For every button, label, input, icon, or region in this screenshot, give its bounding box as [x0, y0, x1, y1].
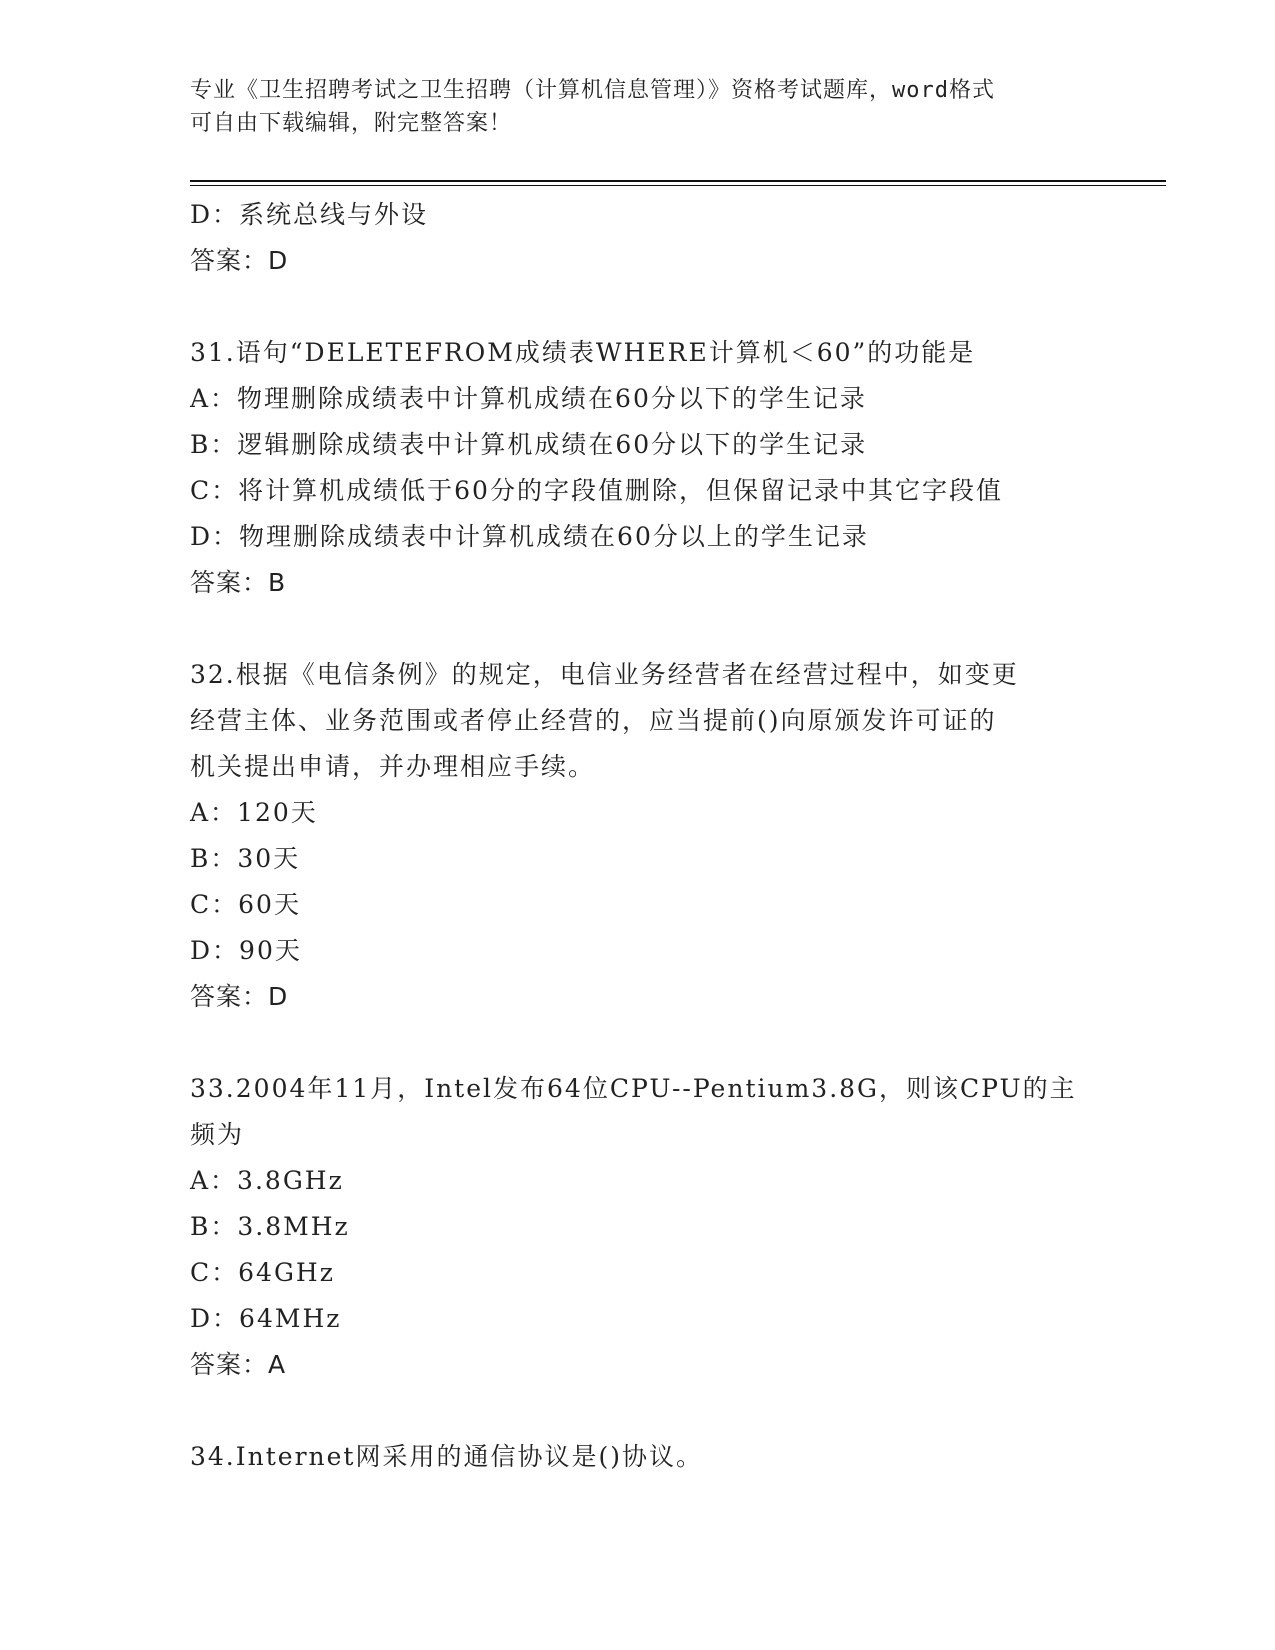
question-stem-line-2: 经营主体、业务范围或者停止经营的，应当提前()向原颁发许可证的 [190, 706, 997, 735]
option-d: D：90天 [190, 936, 302, 965]
option-c: C：60天 [190, 890, 301, 919]
spacer [190, 1388, 1090, 1434]
question-32 [190, 652, 1090, 1020]
answer-line: 答案：D [190, 982, 289, 1011]
option-a: A：3.8GHz [190, 1166, 344, 1195]
question-stem-line-3: 机关提出申请，并办理相应手续。 [190, 752, 596, 781]
header-divider-thin [190, 185, 1166, 186]
question-34 [190, 1434, 1090, 1480]
option-a: A：120天 [190, 798, 318, 827]
header-line-1: 专业《卫生招聘考试之卫生招聘（计算机信息管理）》资格考试题库，word格式 [190, 78, 995, 103]
option-c: C：将计算机成绩低于60分的字段值删除，但保留记录中其它字段值 [190, 476, 1003, 505]
spacer [190, 606, 1090, 652]
question-stem-line-1: 33.2004年11月，Intel发布64位CPU--Pentium3.8G，则该CPU的主 [190, 1074, 1077, 1103]
spacer [190, 1020, 1090, 1066]
answer-line: 答案：A [190, 1350, 287, 1379]
option-d: D：64MHz [190, 1304, 342, 1333]
question-stem-line-2: 频为 [190, 1120, 245, 1149]
header-line-2: 可自由下载编辑，附完整答案！ [190, 111, 513, 136]
option-a: A：物理删除成绩表中计算机成绩在60分以下的学生记录 [190, 384, 867, 413]
option-b: B：逻辑删除成绩表中计算机成绩在60分以下的学生记录 [190, 430, 868, 459]
option-c: C：64GHz [190, 1258, 335, 1287]
question-stem-line-1: 32.根据《电信条例》的规定，电信业务经营者在经营过程中，如变更 [190, 660, 1019, 689]
question-list [190, 192, 1090, 1480]
option-b: B：30天 [190, 844, 301, 873]
question-stem: 31.语句“DELETEFROM成绩表WHERE计算机＜60”的功能是 [190, 338, 976, 367]
document-header [190, 74, 1090, 140]
header-divider-thick [190, 180, 1166, 182]
answer-line: 答案：B [190, 568, 287, 597]
option-b: B：3.8MHz [190, 1212, 350, 1241]
option-d: D：系统总线与外设 [190, 200, 429, 229]
answer-line: 答案：D [190, 246, 289, 275]
question-33 [190, 1066, 1090, 1388]
question-31 [190, 330, 1090, 606]
spacer [190, 284, 1090, 330]
question-stem: 34.Internet网采用的通信协议是()协议。 [190, 1442, 703, 1471]
option-d: D：物理删除成绩表中计算机成绩在60分以上的学生记录 [190, 522, 869, 551]
